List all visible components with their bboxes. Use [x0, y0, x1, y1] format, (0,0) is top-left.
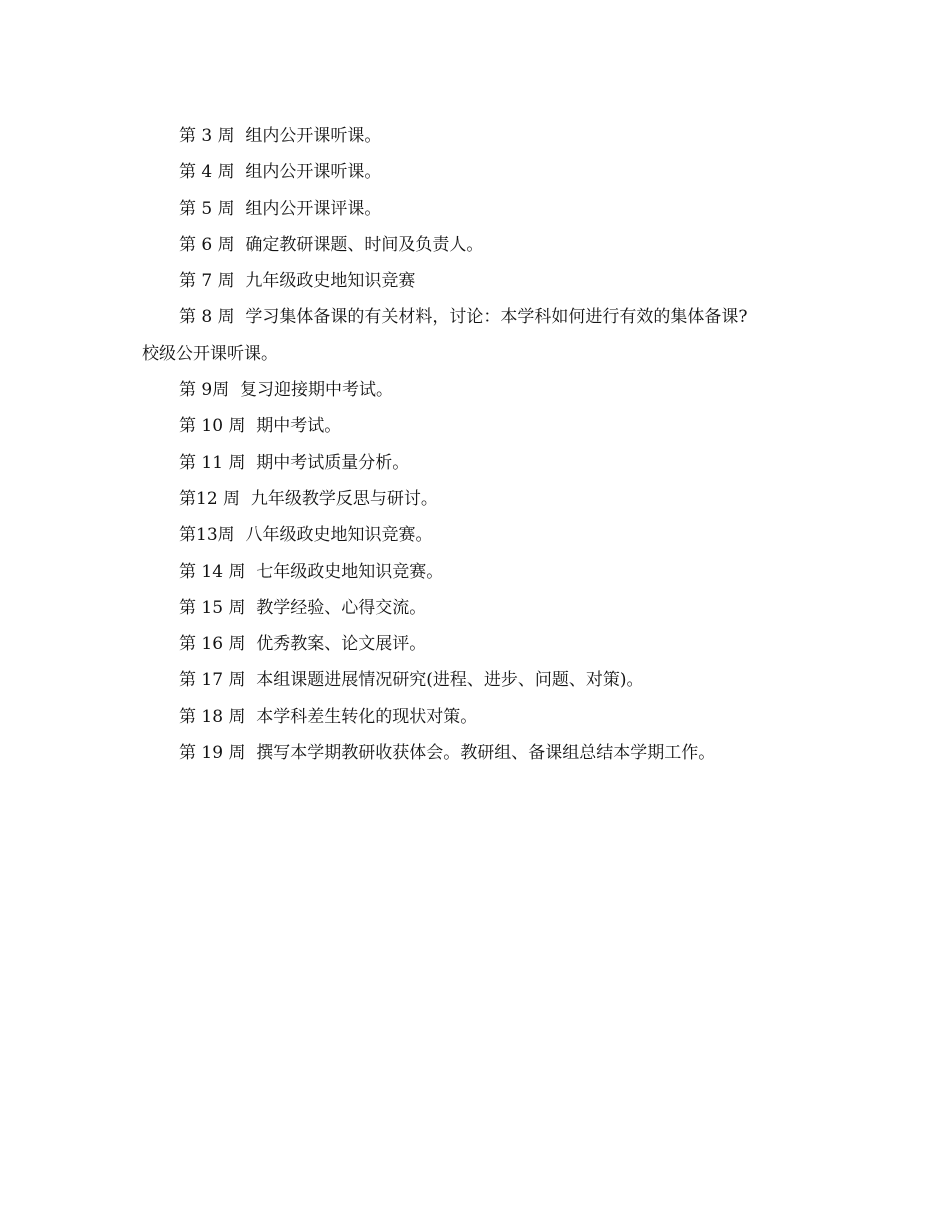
- week-19-item: 第 19 周 撰写本学期教研收获体会。教研组、备课组总结本学期工作。: [179, 743, 716, 764]
- weekly-plan: [142, 118, 812, 771]
- week-10-item: 第 10 周 期中考试。: [179, 416, 342, 437]
- week-13-item: 第13周 八年级政史地知识竞赛。: [179, 525, 433, 546]
- week-8-item: 第 8 周 学习集体备课的有关材料，讨论：本学科如何进行有效的集体备课?: [179, 307, 748, 328]
- week-9-item: 第 9周 复习迎接期中考试。: [179, 380, 394, 401]
- week-17-item: 第 17 周 本组课题进展情况研究(进程、进步、问题、对策)。: [179, 670, 644, 691]
- week-16-item: 第 16 周 优秀教案、论文展评。: [179, 634, 427, 655]
- week-7-item: 第 7 周 九年级政史地知识竞赛: [179, 271, 416, 292]
- week-5-item: 第 5 周 组内公开课评课。: [179, 198, 382, 219]
- week-15-item: 第 15 周 教学经验、心得交流。: [179, 597, 427, 618]
- week-4-item: 第 4 周 组内公开课听课。: [179, 162, 382, 183]
- week-3-item: 第 3 周 组内公开课听课。: [179, 126, 382, 146]
- week-6-item: 第 6 周 确定教研课题、时间及负责人。: [179, 234, 484, 255]
- week-11-item: 第 11 周 期中考试质量分析。: [179, 452, 410, 473]
- week-12-item: 第12 周 九年级教学反思与研讨。: [179, 488, 438, 509]
- week-18-item: 第 18 周 本学科差生转化的现状对策。: [179, 706, 478, 727]
- week-8-item-continuation: 校级公开课听课。: [142, 343, 278, 364]
- week-14-item: 第 14 周 七年级政史地知识竞赛。: [179, 561, 444, 582]
